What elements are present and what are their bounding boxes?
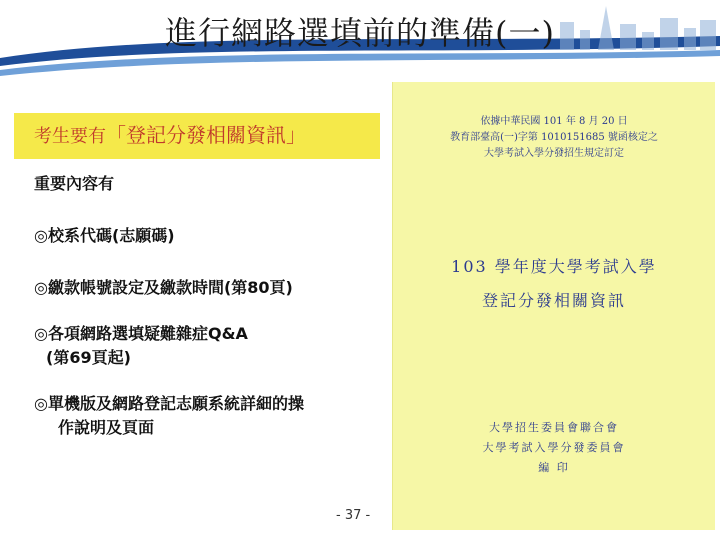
list-item-text: ◎校系代碼(志願碼) <box>34 226 175 245</box>
booklet-publisher-line: 大學招生委員會聯合會 <box>489 421 619 434</box>
list-item-text: ◎單機版及網路登記志願系統詳細的操 <box>34 394 304 413</box>
content-intro: 重要內容有 <box>34 174 115 193</box>
booklet-header-line: 教育部臺高(一)字第 1010151685 號函核定之 <box>450 132 658 143</box>
booklet-title <box>393 250 715 318</box>
booklet-header <box>393 114 715 162</box>
banner-highlight: 「登記分發相關資訊」 <box>106 123 306 147</box>
list-item-text: ◎各項網路選填疑難雜症Q&A <box>34 324 248 343</box>
slide-title: 進行網路選填前的準備(一) <box>165 14 555 52</box>
booklet-cover-image <box>392 82 715 530</box>
list-item-continuation: (第69頁起) <box>46 348 131 367</box>
booklet-title-line: 103 學年度大學考試入學 <box>451 257 657 276</box>
booklet-publisher-line: 大學考試入學分發委員會 <box>482 441 626 454</box>
list-item-continuation: 作說明及頁面 <box>58 418 155 437</box>
list-item <box>34 392 304 440</box>
banner-lead: 考生要有 <box>34 126 106 147</box>
banner-text <box>34 119 306 148</box>
booklet-publisher <box>393 418 715 478</box>
page-number: - 37 - <box>336 508 371 523</box>
list-item <box>34 276 293 300</box>
booklet-header-line: 大學考試入學分發招生規定訂定 <box>484 148 624 159</box>
list-item <box>34 322 248 370</box>
list-item <box>34 224 175 248</box>
list-item-text: ◎繳款帳號設定及繳款時間(第80頁) <box>34 278 293 297</box>
booklet-publisher-line: 編 印 <box>538 461 570 474</box>
info-banner <box>14 113 380 159</box>
booklet-title-line: 登記分發相關資訊 <box>481 291 626 310</box>
booklet-header-line: 依據中華民國 101 年 8 月 20 日 <box>480 116 628 127</box>
